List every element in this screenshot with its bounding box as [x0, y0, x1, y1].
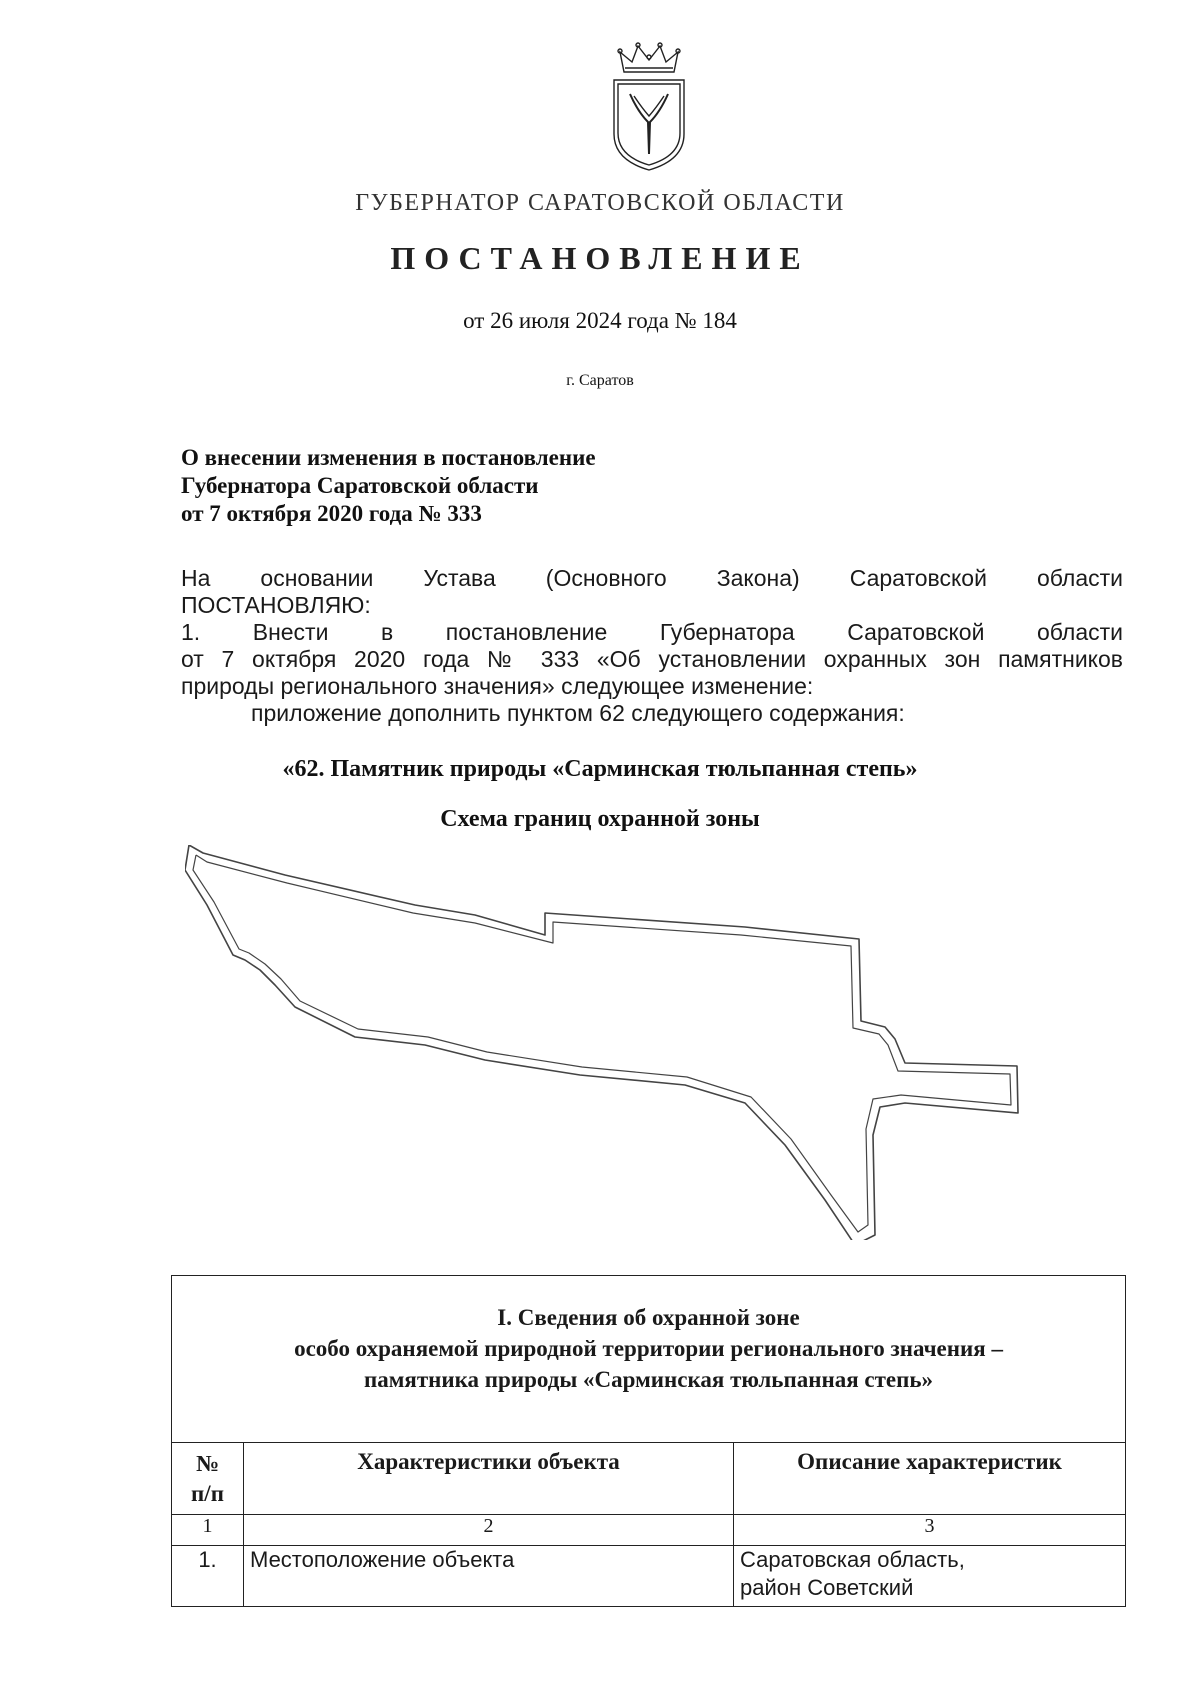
column-header-description: Описание характеристик	[734, 1443, 1126, 1515]
boundary-outer-line	[185, 845, 1018, 1240]
paragraph-basis: На основании Устава (Основного Закона) Саратовской области	[181, 565, 1123, 591]
subject-line: от 7 октября 2020 года № 333	[181, 501, 482, 526]
row-number: 1.	[172, 1546, 244, 1607]
column-header-characteristic: Характеристики объекта	[244, 1443, 734, 1515]
column-number: 3	[734, 1515, 1126, 1546]
boundary-inner-line	[193, 855, 1011, 1232]
column-number: 2	[244, 1515, 734, 1546]
scheme-title: Схема границ охранной зоны	[440, 806, 760, 832]
document-city: г. Саратов	[566, 372, 634, 389]
coat-of-arms-icon	[608, 42, 690, 176]
paragraph-item-1-line-1: 1. Внести в постановление Губернатора Саратовской области	[181, 619, 1123, 645]
subject-line: О внесении изменения в постановление	[181, 445, 596, 470]
paragraph-item-1-line-2: от 7 октября 2020 года № 333 «Об установлении охранных зон памятников	[181, 646, 1123, 672]
paragraph-item-1-line-3: природы регионального значения» следующее изменение:	[181, 673, 814, 699]
table-column-number-row	[172, 1515, 1126, 1546]
table-section-heading-row	[172, 1276, 1126, 1443]
paragraph-annex-addition: приложение дополнить пунктом 62 следующего содержания:	[251, 700, 905, 726]
protection-zone-info-table	[171, 1275, 1126, 1607]
decree-word: ПОСТАНОВЛЯЮ:	[181, 592, 371, 618]
column-number: 1	[172, 1515, 244, 1546]
protection-zone-boundary-map	[185, 845, 1115, 1240]
row-characteristic: Местоположение объекта	[244, 1546, 734, 1607]
document-type: ПОСТАНОВЛЕНИЕ	[390, 240, 810, 276]
annex-item-title: «62. Памятник природы «Сарминская тюльпанная степь»	[282, 756, 918, 782]
table-header-row	[172, 1443, 1126, 1515]
column-header-number: № п/п	[172, 1443, 244, 1515]
table-row	[172, 1546, 1126, 1607]
issuing-authority: ГУБЕРНАТОР САРАТОВСКОЙ ОБЛАСТИ	[355, 190, 845, 216]
row-description: Саратовская область, район Советский	[734, 1546, 1126, 1607]
document-subject	[181, 444, 596, 528]
subject-line: Губернатора Саратовской области	[181, 473, 539, 498]
document-date-number: от 26 июля 2024 года № 184	[463, 308, 737, 333]
table-section-heading: I. Сведения об охранной зоне особо охраняемой природной территории регионального значения – памятника природы «Сарминская тюльпанная степь»	[172, 1276, 1126, 1443]
